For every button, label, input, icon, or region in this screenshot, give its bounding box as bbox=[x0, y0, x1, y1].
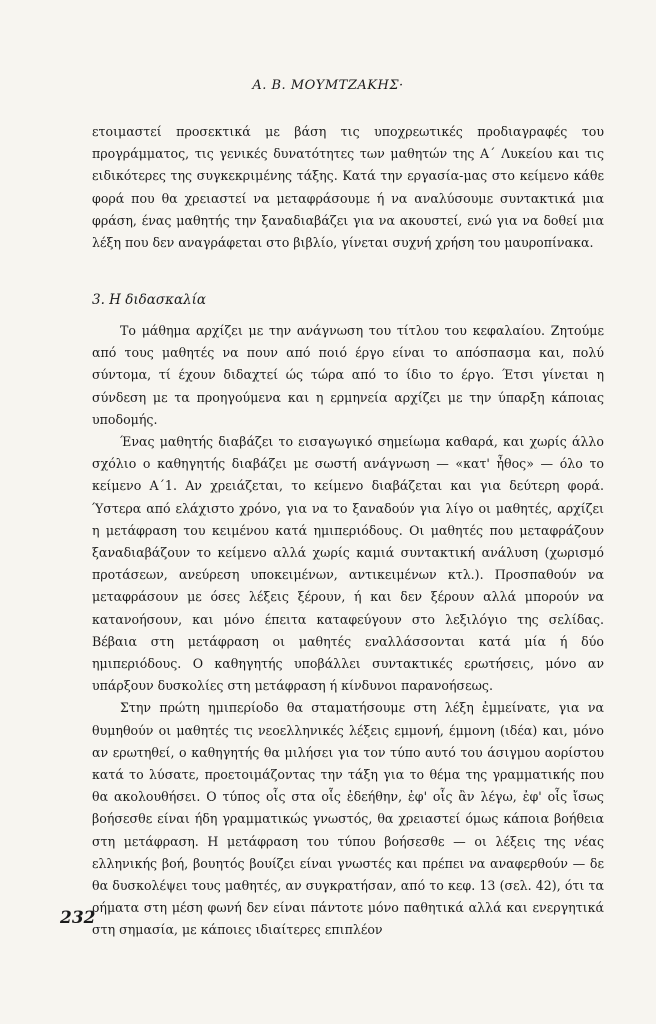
body-text bbox=[92, 320, 604, 942]
body-paragraph: Ένας μαθητής διαβάζει το εισαγωγικό σημείωμα καθαρά, και χωρίς άλλο σχόλιο ο καθηγητής διαβάζει με σωστή ανάγνωση — «κατ' ἦθος» — όλο το κείμενο Α΄1. Αν χρειάζεται, το κείμενο διαβάζεται και για δεύτερη φορά. Ύστερα από ελάχιστο χρόνο, για να το ξαναδούν για λίγο οι μαθητές, αρχίζει η μετάφραση του κειμένου κατά ημιπεριόδους. Οι μαθητές που μεταφράζουν ξαναδιαβάζουν το κείμενο αλλά χωρίς καμιά συντακτική ανάλυση (χωρισμό προτάσεων, ανεύρεση υποκειμένων, αντικειμένων κτλ.). Προσπαθούν να μεταφράσουν με όσες λέξεις ξέρουν, ή και δεν ξέρουν αλλά μπορούν να κατανοήσουν, και μόνο έπειτα καταφεύγουν στο λεξιλόγιο της σελίδας. Βέβαια στη μετάφραση οι μαθητές εναλλάσσονται κατά μία ή δύο ημιπεριόδους. Ο καθηγητής υποβάλλει συντακτικές ερωτήσεις, μόνο αν υπάρξουν δυσκολίες στη μετάφραση ή κίνδυνοι παρανοήσεως. bbox=[92, 434, 604, 694]
body-paragraph: Στην πρώτη ημιπερίοδο θα σταματήσουμε στη λέξη ἐμμείνατε, για να θυμηθούν οι μαθητές τις νεοελληνικές λέξεις εμμονή, έμμονη (ιδέα) και, μόνο αν ερωτηθεί, ο καθηγητής θα μιλήσει για τον τύπο αυτό του άσιγμου αορίστου κατά το λύσατε, προετοιμάζοντας την τάξη για το θέμα της γραμματικής που θα ακολουθήσει. Ο τύπος οἷς στα οἷς ἐδεήθην, ἐφ' οἷς ἂν λέγω, ἐφ' οἷς ἴσως βοήσεσθε είναι ήδη γραμματικώς γνωστός, θα χρειαστεί όμως κάποια βοήθεια στη μετάφραση. Η μετάφραση του τύπου βοήσεσθε — οι λέξεις της νέας ελληνικής βοή, βουητός βουίζει είναι γνωστές και πρέπει να αναφερθούν — δε θα δυσκολέψει τους μαθητές, αν συγκρατήσαν, από το κεφ. 13 (σελ. 42), ότι τα ρήματα στη μέση φωνή δεν είναι πάντοτε μόνο παθητικά αλλά και ενεργητικά στη σημασία, με κάποιες ιδιαίτερες επιπλέον bbox=[92, 700, 604, 938]
running-header: Α. Β. ΜΟΥΜΤΖΑΚΗΣ· bbox=[252, 78, 404, 93]
body-paragraph: Το μάθημα αρχίζει με την ανάγνωση του τίτλου του κεφαλαίου. Ζητούμε από τους μαθητές να πουν από ποιό έργο είναι το απόσπασμα και, πολύ σύντομα, τί έχουν διδαχτεί ώς τώρα από το ίδιο το έργο. Έτσι γίνεται η σύνδεση με τα προηγούμενα και η ερμηνεία αρχίζει με την ύπαρξη κάποιας υποδομής. bbox=[92, 323, 604, 427]
intro-paragraph-block bbox=[92, 121, 604, 254]
section-heading: 3. Η διδασκαλία bbox=[92, 292, 207, 308]
intro-paragraph: ετοιμαστεί προσεκτικά με βάση τις υποχρεωτικές προδιαγραφές του προγράμματος, τις γενικές δυνατότητες των μαθητών της Α΄ Λυκείου και τις ειδικότερες της συγκεκριμένης τάξης. Κατά την εργασία-μας στο κείμενο κάθε φορά που θα χρειαστεί να μεταφράσουμε ή να αναλύσουμε συντακτικά μια φράση, ένας μαθητής την ξαναδιαβάζει για να ακουστεί, ενώ για να δοθεί μια λέξη που δεν αναγράφεται στο βιβλίο, γίνεται συχνή χρήση του μαυροπίνακα. bbox=[92, 124, 604, 251]
page-number: 232 bbox=[60, 908, 96, 928]
